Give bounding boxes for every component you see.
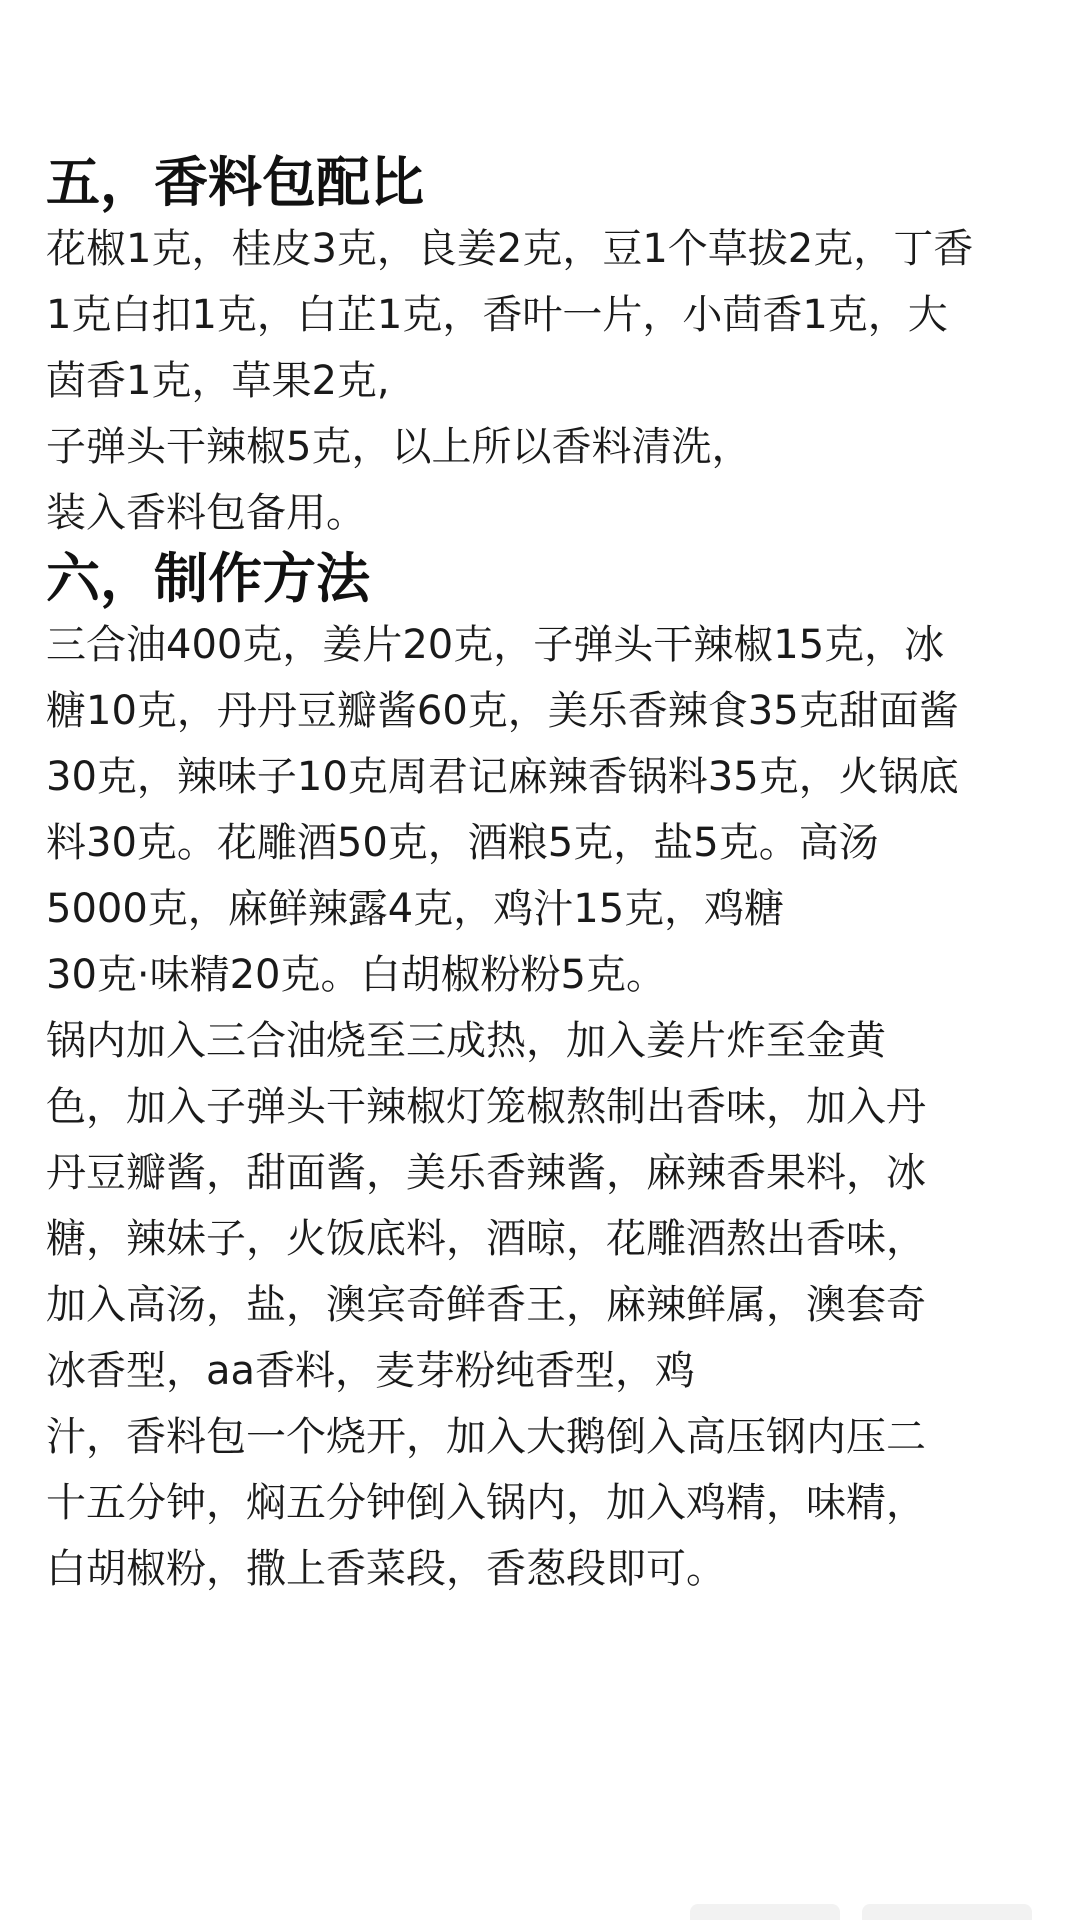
paragraph-line: 花椒1克，桂皮3克，良姜2克，豆1个草拔2克，丁香 (46, 226, 974, 272)
method-section (46, 546, 1046, 1602)
paragraph-line: 子弹头干辣椒5克，以上所以香料清洗， (46, 424, 752, 470)
paragraph-line: 糖，辣妹子，火饭底料，酒晾，花雕酒熬出香味， (46, 1216, 926, 1262)
paragraph-line: 白胡椒粉，撒上香菜段，香葱段即可。 (46, 1546, 726, 1592)
paragraph-line: 30克·味精20克。白胡椒粉粉5克。 (46, 952, 666, 998)
paragraph-line: 加入高汤，盐，澳宾奇鲜香王，麻辣鲜属，澳套奇 (46, 1282, 926, 1328)
paragraph-line: 茵香1克，草果2克, (46, 358, 390, 404)
section-heading-spice-pack: 五，香料包配比 (46, 151, 424, 214)
paragraph-line: 糖10克，丹丹豆瓣酱60克，美乐香辣食35克甜面酱 (46, 688, 959, 734)
paragraph-line: 冰香型，aa香料，麦芽粉纯香型，鸡 (46, 1348, 696, 1394)
paragraph-line: 装入香料包备用。 (46, 490, 366, 536)
spice-pack-section (46, 150, 1046, 546)
paragraph-line: 色，加入子弹头干辣椒灯笼椒熬制出香味，加入丹 (46, 1084, 926, 1130)
bottom-action-bar (0, 1902, 1080, 1920)
paragraph-line: 1克白扣1克，白芷1克，香叶一片，小茴香1克，大 (46, 292, 948, 338)
paragraph-line: 丹豆瓣酱，甜面酱，美乐香辣酱，麻辣香果料，冰 (46, 1150, 926, 1196)
paragraph-line: 锅内加入三合油烧至三成热，加入姜片炸至金黄 (46, 1018, 886, 1064)
bottom-button-right[interactable] (862, 1904, 1032, 1920)
section-heading-method: 六，制作方法 (46, 547, 370, 610)
paragraph-line: 三合油400克，姜片20克，子弹头干辣椒15克，冰 (46, 622, 945, 668)
paragraph-line: 料30克。花雕酒50克，酒粮5克，盐5克。高汤 (46, 820, 879, 866)
paragraph-line: 5000克，麻鲜辣露4克，鸡汁15克，鸡糖 (46, 886, 785, 932)
bottom-button-left[interactable] (690, 1904, 840, 1920)
article-content (46, 150, 1046, 1602)
paragraph-line: 十五分钟，焖五分钟倒入锅内，加入鸡精，味精， (46, 1480, 926, 1526)
paragraph-line: 汁，香料包一个烧开，加入大鹅倒入高压钢内压二 (46, 1414, 926, 1460)
paragraph-line: 30克，辣味子10克周君记麻辣香锅料35克，火锅底 (46, 754, 959, 800)
